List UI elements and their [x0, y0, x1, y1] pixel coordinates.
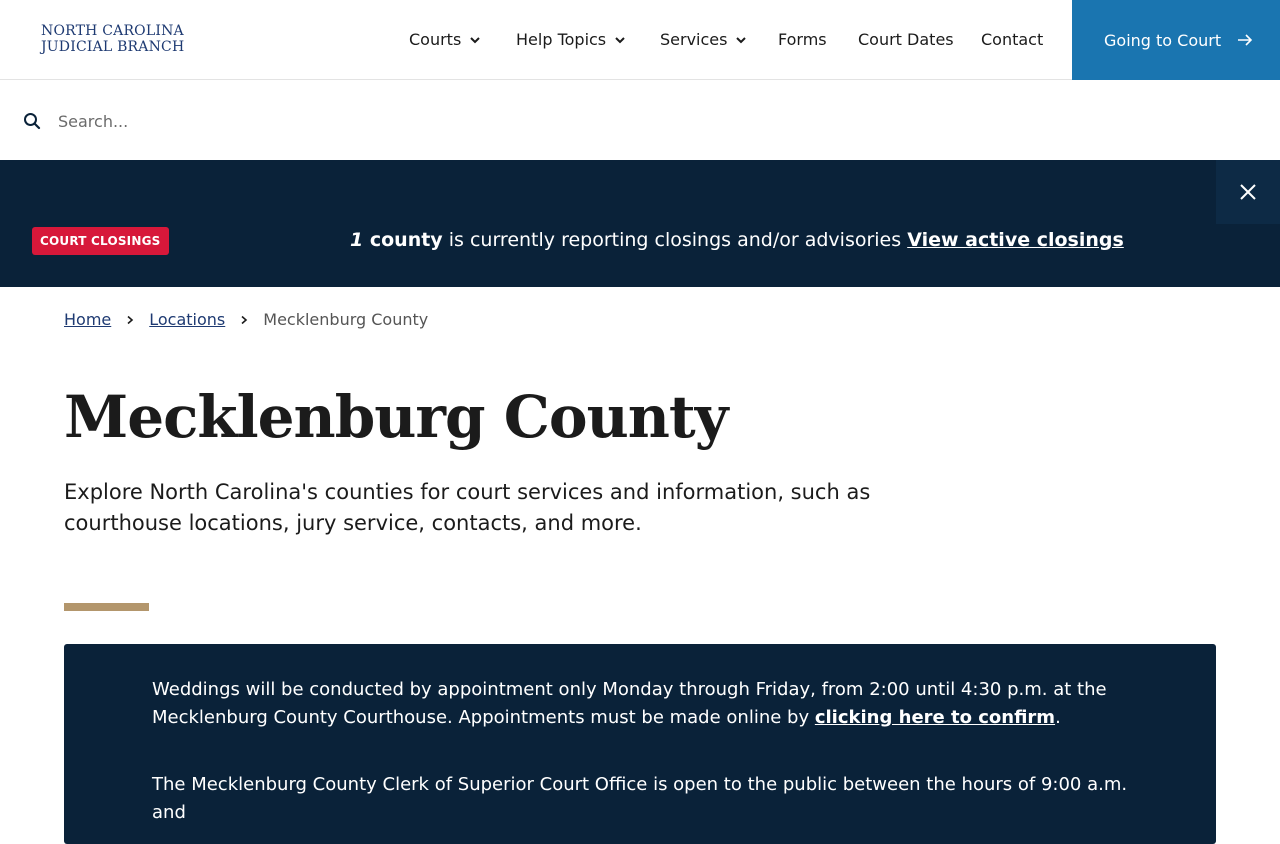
- court-closings-banner: [0, 160, 1280, 287]
- court-closings-badge: COURT CLOSINGS: [32, 227, 169, 255]
- closings-message-text: is currently reporting closings and/or advisories: [448, 229, 902, 251]
- nav-help-topics-label: Help Topics: [516, 30, 607, 49]
- nav-services-label: Services: [660, 30, 728, 49]
- closings-count-number: 1: [350, 229, 364, 251]
- wedding-notice-text: Weddings will be conducted by appointment only Monday through Friday, from 2:00 until 4:30 p.m. at the Mecklenburg County Courthouse. Appointments must be made online by: [152, 679, 1107, 728]
- going-to-court-label: Going to Court: [1104, 30, 1222, 50]
- closings-count-unit: county: [369, 229, 443, 251]
- wedding-notice-end: .: [1055, 707, 1061, 728]
- page-intro: Explore North Carolina's counties for court services and information, such as courthouse locations, jury service, contacts, and more.: [64, 480, 871, 535]
- nav-help-topics[interactable]: [516, 29, 626, 51]
- search-input[interactable]: [56, 100, 1236, 142]
- logo-line-1: NORTH CAROLINA: [41, 23, 184, 39]
- nav-courts-label: Courts: [409, 30, 462, 49]
- chevron-down-icon: [735, 34, 747, 46]
- search-icon[interactable]: [23, 112, 41, 130]
- notice-box: [64, 644, 1216, 844]
- chevron-right-icon: [239, 315, 249, 325]
- site-header: [0, 0, 1280, 80]
- breadcrumb-current: Mecklenburg County: [263, 310, 429, 329]
- page-title: Mecklenburg County: [64, 383, 728, 451]
- close-banner-button[interactable]: [1216, 160, 1280, 224]
- breadcrumb: [64, 309, 428, 331]
- nav-courts[interactable]: [409, 29, 481, 51]
- confirm-appointment-link[interactable]: clicking here to confirm: [814, 707, 1056, 728]
- logo-line-2: JUDICIAL BRANCH: [41, 39, 185, 55]
- logo-link[interactable]: [41, 23, 184, 55]
- nav-contact[interactable]: Contact: [981, 30, 1044, 49]
- nav-court-dates[interactable]: Court Dates: [858, 30, 954, 49]
- chevron-right-icon: [125, 315, 135, 325]
- wedding-notice: [152, 676, 1162, 732]
- closings-count: [350, 229, 443, 251]
- chevron-down-icon: [614, 34, 626, 46]
- nav-services[interactable]: [660, 29, 747, 51]
- chevron-down-icon: [469, 34, 481, 46]
- going-to-court-button[interactable]: [1072, 0, 1280, 80]
- nav-forms[interactable]: Forms: [778, 30, 827, 49]
- clerk-hours-notice: The Mecklenburg County Clerk of Superior Court Office is open to the public between the hours of 9:00 a.m. and: [152, 774, 1128, 823]
- close-icon: [1239, 183, 1257, 201]
- closings-message: [350, 227, 1124, 253]
- arrow-right-icon: [1237, 32, 1253, 48]
- view-active-closings-link[interactable]: View active closings: [907, 229, 1124, 251]
- breadcrumb-locations[interactable]: Locations: [149, 310, 226, 329]
- breadcrumb-home[interactable]: Home: [64, 310, 112, 329]
- accent-divider: [64, 603, 149, 611]
